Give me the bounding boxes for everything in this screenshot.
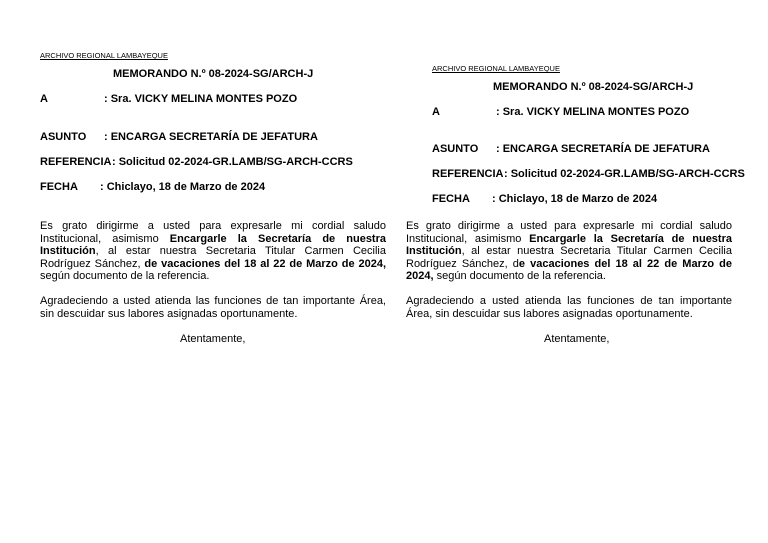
to-row (40, 93, 297, 105)
p1-text-c: , al estar nuestra Secretaria Titular Carmen Cecilia Rodríguez Sánchez, d (406, 245, 732, 270)
p1-bold-d: e vacaciones del 18 al 22 de Marzo de 2024, (406, 257, 732, 282)
archive-header: ARCHIVO REGIONAL LAMBAYEQUE (432, 64, 560, 73)
to-row (432, 106, 689, 118)
reference-row (432, 168, 745, 180)
to-label: A (40, 93, 48, 105)
subject-value: : ENCARGA SECRETARÍA DE JEFATURA (104, 131, 318, 143)
memo-title: MEMORANDO N.º 08-2024-SG/ARCH-J (113, 68, 314, 80)
date-row (40, 181, 265, 193)
date-label: FECHA (432, 193, 470, 205)
p1-text-e: según documento de la referencia. (40, 270, 210, 282)
p1-bold-d: de vacaciones del 18 al 22 de Marzo de 2024, (144, 257, 386, 270)
reference-row (40, 156, 353, 168)
p1-text-a: Es grato dirigirme a usted para expresarle mi cordial saludo Institucional, asimismo (406, 220, 732, 245)
subject-label: ASUNTO (40, 131, 87, 143)
reference-value: : Solicitud 02-2024-GR.LAMB/SG-ARCH-CCRS (504, 168, 745, 180)
date-value: : Chiclayo, 18 de Marzo de 2024 (492, 193, 658, 205)
date-value: : Chiclayo, 18 de Marzo de 2024 (100, 181, 266, 193)
p1-bold-b: Encargarle la Secretaría de nuestra Institución (40, 232, 386, 257)
date-row (432, 193, 657, 205)
to-label: A (432, 106, 440, 118)
reference-label: REFERENCIA (432, 168, 504, 180)
closing: Atentamente, (180, 333, 246, 345)
date-label: FECHA (40, 181, 78, 193)
to-value: : Sra. VICKY MELINA MONTES POZO (104, 93, 298, 105)
subject-row (432, 143, 710, 155)
p1-text-c: , al estar nuestra Secretaria Titular Carmen Cecilia Rodríguez Sánchez, (40, 245, 386, 270)
archive-header: ARCHIVO REGIONAL LAMBAYEQUE (40, 51, 168, 60)
p1-text-a: Es grato dirigirme a usted para expresarle mi cordial saludo Institucional, asimismo (40, 220, 386, 245)
p1-text-e: según documento de la referencia. (433, 270, 606, 282)
body-paragraph-2: Agradeciendo a usted atienda las funciones de tan importante Área, sin descuidar sus labores asignadas oportunamente. (406, 295, 732, 320)
memo-title: MEMORANDO N.º 08-2024-SG/ARCH-J (493, 81, 694, 93)
reference-value: : Solicitud 02-2024-GR.LAMB/SG-ARCH-CCRS (112, 156, 353, 168)
body-paragraph-1 (406, 220, 732, 283)
to-value: : Sra. VICKY MELINA MONTES POZO (496, 106, 690, 118)
closing: Atentamente, (544, 333, 610, 345)
subject-value: : ENCARGA SECRETARÍA DE JEFATURA (496, 143, 710, 155)
subject-row (40, 131, 318, 143)
reference-label: REFERENCIA (40, 156, 112, 168)
p1-bold-b: Encargarle la Secretaría de nuestra Institución (406, 232, 732, 257)
body-paragraph-2: Agradeciendo a usted atienda las funciones de tan importante Área, sin descuidar sus labores asignadas oportunamente. (40, 295, 386, 320)
subject-label: ASUNTO (432, 143, 479, 155)
body-paragraph-1 (40, 220, 386, 283)
